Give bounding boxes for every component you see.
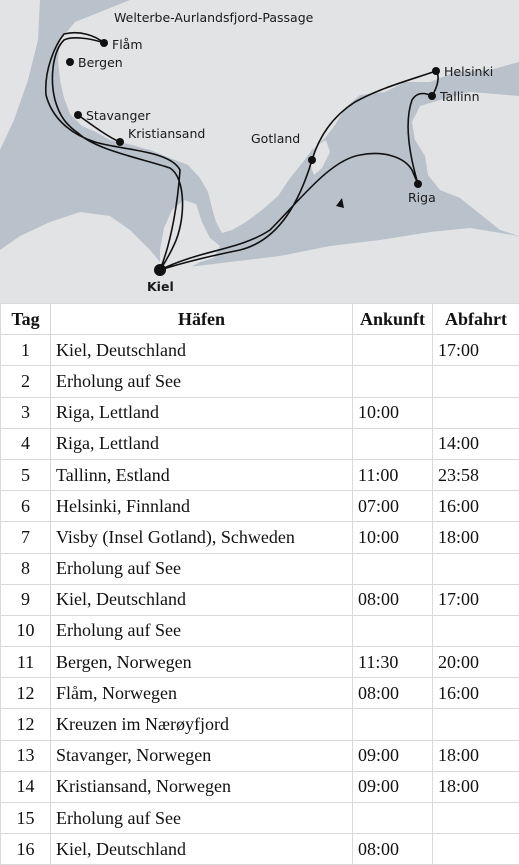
row-departure: 20:00 <box>433 647 519 678</box>
row-arrival: 08:00 <box>353 584 433 615</box>
row-departure <box>433 803 519 834</box>
row-arrival <box>353 553 433 584</box>
row-port: Kiel, Deutschland <box>51 335 353 366</box>
port-label-welterbe: Welterbe-Aurlandsfjord-Passage <box>114 10 314 25</box>
row-arrival: 11:30 <box>353 647 433 678</box>
row-departure <box>433 397 519 428</box>
port-dot-kiel <box>154 264 166 276</box>
row-departure: 17:00 <box>433 584 519 615</box>
row-departure: 18:00 <box>433 740 519 771</box>
row-day: 15 <box>1 803 51 834</box>
row-day: 9 <box>1 584 51 615</box>
row-day: 2 <box>1 366 51 397</box>
port-label-riga: Riga <box>408 190 436 205</box>
port-dot-helsinki <box>432 67 440 75</box>
row-arrival <box>353 803 433 834</box>
table-row <box>1 771 519 802</box>
table-row <box>1 709 519 740</box>
row-departure <box>433 366 519 397</box>
row-day: 12 <box>1 678 51 709</box>
row-arrival: 07:00 <box>353 491 433 522</box>
row-day: 12 <box>1 709 51 740</box>
row-day: 4 <box>1 428 51 459</box>
row-departure: 17:00 <box>433 335 519 366</box>
row-port: Helsinki, Finnland <box>51 491 353 522</box>
port-dot-tallinn <box>428 92 436 100</box>
row-departure: 18:00 <box>433 522 519 553</box>
row-day: 3 <box>1 397 51 428</box>
row-arrival: 10:00 <box>353 397 433 428</box>
row-departure <box>433 834 519 865</box>
row-arrival <box>353 709 433 740</box>
row-arrival <box>353 366 433 397</box>
row-arrival <box>353 615 433 646</box>
port-label-tallinn: Tallinn <box>439 89 480 104</box>
route-map-svg <box>0 0 519 303</box>
row-port: Erholung auf See <box>51 803 353 834</box>
row-departure: 18:00 <box>433 771 519 802</box>
table-row <box>1 553 519 584</box>
port-label-helsinki: Helsinki <box>444 64 493 79</box>
row-port: Erholung auf See <box>51 366 353 397</box>
row-day: 10 <box>1 615 51 646</box>
row-day: 14 <box>1 771 51 802</box>
row-day: 11 <box>1 647 51 678</box>
row-departure <box>433 709 519 740</box>
row-port: Stavanger, Norwegen <box>51 740 353 771</box>
row-port: Riga, Lettland <box>51 428 353 459</box>
row-arrival <box>353 428 433 459</box>
port-label-gotland: Gotland <box>251 131 300 146</box>
row-port: Flåm, Norwegen <box>51 678 353 709</box>
table-row <box>1 740 519 771</box>
row-day: 7 <box>1 522 51 553</box>
port-label-flam: Flåm <box>112 37 143 52</box>
port-label-stavanger: Stavanger <box>86 108 151 123</box>
row-arrival: 08:00 <box>353 678 433 709</box>
port-label-bergen: Bergen <box>78 55 123 70</box>
table-row <box>1 522 519 553</box>
port-dot-bergen <box>66 58 74 66</box>
table-row <box>1 459 519 490</box>
port-dot-flam <box>100 39 108 47</box>
row-arrival: 08:00 <box>353 834 433 865</box>
table-row <box>1 647 519 678</box>
row-day: 6 <box>1 491 51 522</box>
table-row <box>1 615 519 646</box>
row-port: Kreuzen im Nærøyfjord <box>51 709 353 740</box>
port-dot-riga <box>414 180 422 188</box>
row-departure: 16:00 <box>433 491 519 522</box>
row-arrival: 09:00 <box>353 740 433 771</box>
row-port: Riga, Lettland <box>51 397 353 428</box>
itinerary-body <box>1 335 519 865</box>
row-port: Tallinn, Estland <box>51 459 353 490</box>
header-arrival: Ankunft <box>353 304 433 335</box>
row-port: Kiel, Deutschland <box>51 834 353 865</box>
row-port: Erholung auf See <box>51 615 353 646</box>
row-departure <box>433 615 519 646</box>
table-row <box>1 803 519 834</box>
table-header-row <box>1 304 519 335</box>
row-day: 13 <box>1 740 51 771</box>
route-map <box>0 0 519 303</box>
table-row <box>1 491 519 522</box>
row-port: Bergen, Norwegen <box>51 647 353 678</box>
row-port: Kristiansand, Norwegen <box>51 771 353 802</box>
row-day: 16 <box>1 834 51 865</box>
header-port: Häfen <box>51 304 353 335</box>
port-dot-stavanger <box>74 111 82 119</box>
row-port: Visby (Insel Gotland), Schweden <box>51 522 353 553</box>
row-arrival: 10:00 <box>353 522 433 553</box>
port-dot-gotland <box>308 156 316 164</box>
table-row <box>1 584 519 615</box>
table-row <box>1 678 519 709</box>
table-row <box>1 834 519 865</box>
header-departure: Abfahrt <box>433 304 519 335</box>
table-row <box>1 335 519 366</box>
row-arrival <box>353 335 433 366</box>
row-departure: 14:00 <box>433 428 519 459</box>
itinerary-table <box>0 303 519 865</box>
row-departure: 23:58 <box>433 459 519 490</box>
table-row <box>1 428 519 459</box>
row-departure: 16:00 <box>433 678 519 709</box>
row-port: Kiel, Deutschland <box>51 584 353 615</box>
row-departure <box>433 553 519 584</box>
port-dot-kristiansand <box>116 138 124 146</box>
row-day: 1 <box>1 335 51 366</box>
header-day: Tag <box>1 304 51 335</box>
row-arrival: 11:00 <box>353 459 433 490</box>
port-label-kiel: Kiel <box>147 279 174 294</box>
row-arrival: 09:00 <box>353 771 433 802</box>
port-label-kristiansand: Kristiansand <box>128 126 205 141</box>
row-day: 5 <box>1 459 51 490</box>
row-day: 8 <box>1 553 51 584</box>
table-row <box>1 397 519 428</box>
table-row <box>1 366 519 397</box>
row-port: Erholung auf See <box>51 553 353 584</box>
